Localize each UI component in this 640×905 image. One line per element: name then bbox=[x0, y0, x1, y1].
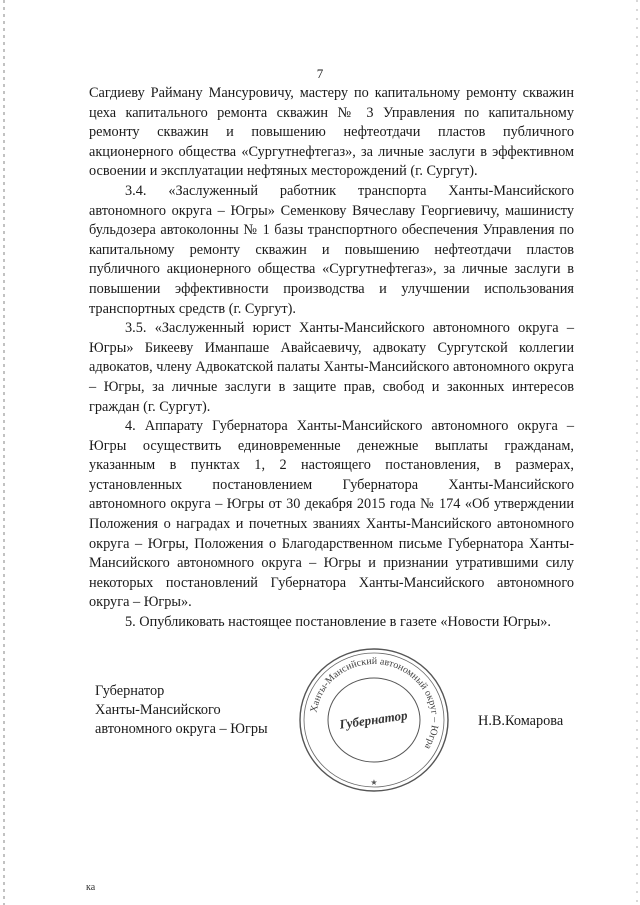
signature-title-line-2: Ханты-Мансийского bbox=[95, 702, 221, 718]
paragraph-continuation: Сагдиеву Райману Мансуровичу, мастеру по капитальному ремонту скважин цеха капитального ремонта скважин № 3 Управления по капитальному ремонту скважин и повышению нефтеотдачи пластов публичного акционерного общества «Сургутнефтегаз», за личные заслуги в эффективном освоении и эксплуатации нефтяных месторождений (г. Сургут). bbox=[89, 85, 574, 180]
signature-title-line-1: Губернатор bbox=[95, 683, 165, 699]
signatory-name: Н.В.Комарова bbox=[478, 713, 564, 729]
paragraph-3-5: 3.5. «Заслуженный юрист Ханты-Мансийского автономного округа – Югры» Бикееву Иманпаше Авайсаевичу, адвокату Сургутской коллегии адвокатов, члену Адвокатской палаты Ханты-Мансийского автономного округа – Югры, за личные заслуги в защите прав, свобод и законных интересов граждан (г. Сургут). bbox=[89, 320, 574, 415]
scan-left-edge bbox=[3, 0, 5, 905]
seal-ring-text: Ханты-Мансийский автономный округ – Югра bbox=[308, 655, 441, 752]
official-seal bbox=[296, 645, 452, 795]
signature-title-line-3: автономного округа – Югры bbox=[95, 721, 268, 737]
scan-right-edge bbox=[636, 0, 638, 905]
document-body bbox=[89, 84, 574, 633]
paragraph-5: 5. Опубликовать настоящее постановление в газете «Новости Югры». bbox=[125, 614, 551, 631]
paragraph-3-4: 3.4. «Заслуженный работник транспорта Ханты-Мансийского автономного округа – Югры» Семенкову Вячеславу Георгиевичу, машинисту бульдозера автоколонны № 1 базы транспортного обеспечения Управления по капитальному ремонту скважин и повышению нефтеотдачи пластов публичного акционерного общества «Сургутнефтегаз», за личные заслуги в повышении эффективности производства и улучшении использования транспортных средств (г. Сургут). bbox=[89, 182, 574, 317]
page-number: 7 bbox=[316, 66, 324, 81]
paragraph-4: 4. Аппарату Губернатора Ханты-Мансийского автономного округа – Югры осуществить единовременные денежные выплаты гражданам, указанным в пунктах 1, 2 настоящего постановления, в размерах, установленных постановлением Губернатора Ханты-Мансийского автономного округа – Югры от 30 декабря 2015 года № 174 «Об утверждении Положения о наградах и почетных званиях Ханты-Мансийского автономного округа – Югры, Положения о Благодарственном письме Губернатора Ханты-Мансийского автономного округа – Югры и признании утратившими силу некоторых постановлений Губернатора Ханты-Мансийского автономного округа – Югры». bbox=[89, 418, 574, 611]
seal-star-icon: ★ bbox=[370, 778, 378, 787]
signature-title-block bbox=[95, 682, 268, 739]
footer-mark: ка bbox=[86, 882, 96, 893]
seal-center-text: Губернатор bbox=[338, 707, 409, 732]
